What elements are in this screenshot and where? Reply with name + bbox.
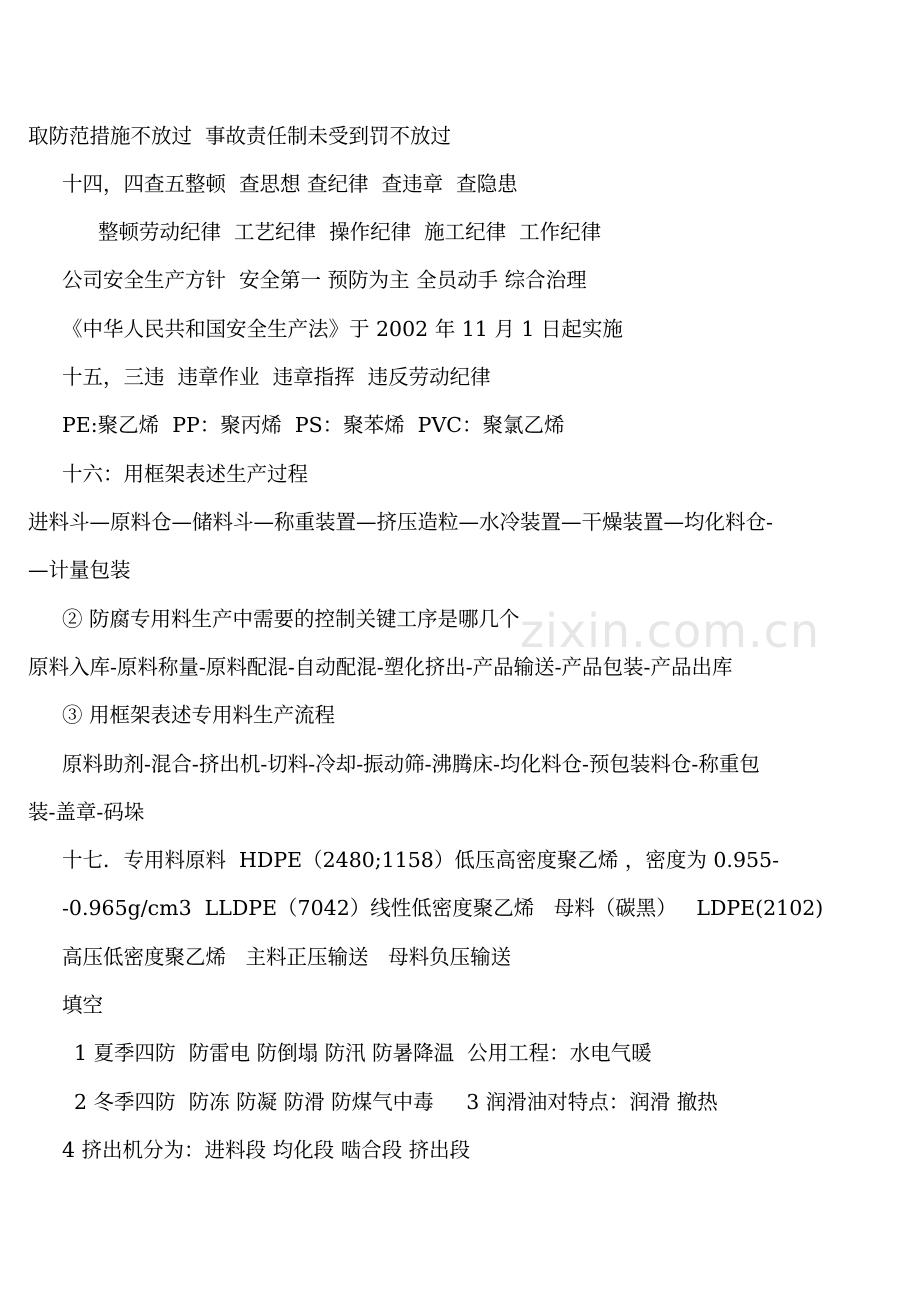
text-line: 2 冬季四防 防冻 防凝 防滑 防煤气中毒 3 润滑油对特点：润滑 撤热 (74, 1090, 718, 1114)
text-line: 《中华人民共和国安全生产法》于 2002 年 11 月 1 日起实施 (62, 317, 623, 341)
text-line: 原料入库-原料称量-原料配混-自动配混-塑化挤出-产品输送-产品包装-产品出库 (28, 655, 733, 679)
text-line: 整顿劳动纪律 工艺纪律 操作纪律 施工纪律 工作纪律 (98, 220, 602, 244)
text-line: 十六：用框架表述生产过程 (62, 462, 308, 486)
text-line: 公司安全生产方针 安全第一 预防为主 全员动手 综合治理 (62, 268, 587, 292)
text-line: 十七．专用料原料 HDPE（2480;1158）低压高密度聚乙烯 ，密度为 0.955- (62, 848, 779, 872)
text-line: 1 夏季四防 防雷电 防倒塌 防汛 防暑降温 公用工程：水电气暖 (74, 1041, 652, 1065)
text-line: 十五，三违 违章作业 违章指挥 违反劳动纪律 (62, 365, 491, 389)
text-line: 取防范措施不放过 事故责任制未受到罚不放过 (28, 124, 452, 148)
text-line: 4 挤出机分为：进料段 均化段 啮合段 挤出段 (62, 1138, 471, 1162)
text-line: ③ 用框架表述专用料生产流程 (62, 703, 336, 727)
watermark: zixin.com.cn (520, 604, 821, 658)
text-line: 十四，四查五整顿 查思想 查纪律 查违章 查隐患 (62, 172, 518, 196)
text-line: 填空 (62, 993, 103, 1017)
text-line: -0.965g/cm3 LLDPE（7042）线性低密度聚乙烯 母料（碳黑） LDPE(2102) (62, 896, 824, 920)
text-line: ② 防腐专用料生产中需要的控制关键工序是哪几个 (62, 607, 520, 631)
text-line: 进料斗—原料仓—储料斗—称重装置—挤压造粒—水冷装置—干燥装置—均化料仓- (28, 510, 773, 534)
text-line: 高压低密度聚乙烯 主料正压输送 母料负压输送 (62, 945, 512, 969)
text-line: 装-盖章-码垛 (28, 800, 145, 824)
text-line: —计量包装 (28, 558, 131, 582)
text-line: 原料助剂-混合-挤出机-切料-冷却-振动筛-沸腾床-均化料仓-预包装料仓-称重包 (62, 752, 760, 776)
text-line: PE:聚乙烯 PP：聚丙烯 PS：聚苯烯 PVC：聚氯乙烯 (62, 413, 565, 437)
